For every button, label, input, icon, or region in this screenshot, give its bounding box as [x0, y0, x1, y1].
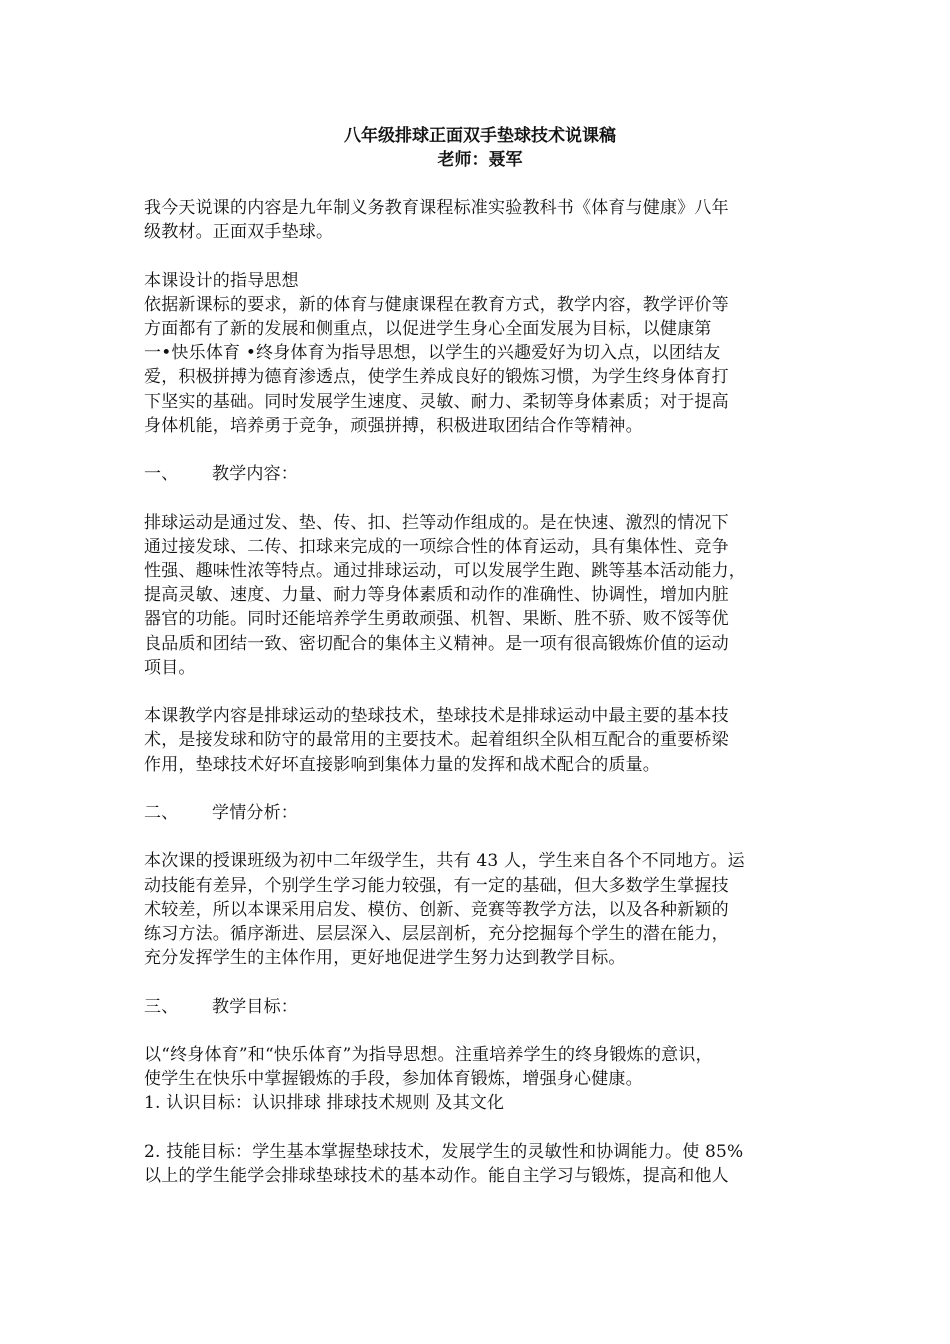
content-line: 作用，垫球技术好坏直接影响到集体力量的发挥和战术配合的质量。	[144, 754, 660, 775]
content-line: 提高灵敏、速度、力量、耐力等身体素质和动作的准确性、协调性，增加内脏	[144, 585, 729, 606]
section-heading-analysis	[144, 801, 816, 825]
section-title: 教学内容：	[212, 464, 298, 485]
analysis-line: 动技能有差异，个别学生学习能力较强，有一定的基础，但大多数学生掌握技	[144, 875, 729, 896]
paragraph-gap	[144, 777, 816, 801]
section-heading-content	[144, 462, 816, 486]
guiding-line: 一•快乐体育 •终身体育为指导思想，以学生的兴趣爱好为切入点，以团结友	[144, 343, 721, 364]
section-title: 教学目标：	[212, 996, 298, 1017]
guiding-line: 依据新课标的要求，新的体育与健康课程在教育方式，教学内容，教学评价等	[144, 294, 729, 315]
goals-line: 以“终身体育”和“快乐体育”为指导思想。注重培养学生的终身锻炼的意识，	[144, 1044, 713, 1065]
goals-line: 使学生在快乐中掌握锻炼的手段，参加体育锻炼，增强身心健康。	[144, 1069, 643, 1090]
content-line: 项目。	[144, 657, 196, 678]
guiding-line: 下坚实的基础。同时发展学生速度、灵敏、耐力、柔韧等身体素质；对于提高	[144, 391, 729, 412]
paragraph-gap	[144, 825, 816, 849]
guiding-line: 身体机能，培养勇于竞争，顽强拼搏，积极进取团结合作等精神。	[144, 415, 643, 436]
paragraph-gap	[144, 438, 816, 462]
document-author: 老师：聂军	[437, 150, 523, 170]
goals-line: 以上的学生能学会排球垫球技术的基本动作。能自主学习与锻炼，提高和他人	[144, 1165, 729, 1186]
section-number: 三、	[144, 996, 179, 1017]
guiding-line: 爱，积极拼搏为德育渗透点，使学生养成良好的锻炼习惯，为学生终身体育打	[144, 367, 729, 388]
goals-line: 2. 技能目标：学生基本掌握垫球技术，发展学生的灵敏性和协调能力。使 85%	[144, 1141, 744, 1162]
guiding-line: 方面都有了新的发展和侧重点，以促进学生身心全面发展为目标，以健康第	[144, 319, 712, 339]
content-line: 排球运动是通过发、垫、传、扣、拦等动作组成的。是在快速、激烈的情况下	[144, 512, 729, 533]
document-title: 八年级排球正面双手垫球技术说课稿	[344, 126, 616, 146]
paragraph-gap	[144, 1019, 816, 1043]
analysis-line: 练习方法。循序渐进、层层深入、层层剖析，充分挖掘每个学生的潜在能力，	[144, 924, 729, 944]
content-line: 本课教学内容是排球运动的垫球技术，垫球技术是排球运动中最主要的基本技	[144, 706, 729, 727]
content-line: 性强、趣味性浓等特点。通过排球运动，可以发展学生跑、跳等基本活动能力，	[144, 561, 746, 581]
analysis-line: 充分发挥学生的主体作用，更好地促进学生努力达到教学目标。	[144, 948, 626, 969]
goals-line: 1. 认识目标：认识排球 排球技术规则 及其文化	[144, 1093, 505, 1114]
paragraph-gap	[144, 680, 816, 704]
paragraph-gap	[144, 970, 816, 994]
paragraph-gap	[144, 1116, 816, 1140]
content-line: 良品质和团结一致、密切配合的集体主义精神。是一项有很高锻炼价值的运动	[144, 633, 729, 654]
content-line: 通过接发球、二传、扣球来完成的一项综合性的体育运动，具有集体性、竞争	[144, 536, 729, 557]
intro-line: 级教材。正面双手垫球。	[144, 222, 334, 243]
section-title: 学情分析：	[212, 803, 298, 823]
paragraph-gap	[144, 244, 816, 268]
content-line: 术，是接发球和防守的最常用的主要技术。起着组织全队相互配合的重要桥梁	[144, 730, 729, 751]
section-number: 二、	[144, 803, 179, 823]
section-number: 一、	[144, 464, 179, 485]
guiding-heading: 本课设计的指导思想	[144, 270, 299, 291]
intro-line: 我今天说课的内容是九年制义务教育课程标准实验教科书《体育与健康》八年	[144, 198, 729, 218]
analysis-line: 术较差，所以本课采用启发、模仿、创新、竞赛等教学方法，以及各种新颖的	[144, 899, 729, 920]
section-heading-goals	[144, 995, 816, 1019]
paragraph-gap	[144, 486, 816, 510]
document-page	[144, 124, 816, 1188]
content-line: 器官的功能。同时还能培养学生勇敢顽强、机智、果断、胜不骄、败不馁等优	[144, 609, 729, 630]
analysis-line: 本次课的授课班级为初中二年级学生，共有 43 人，学生来自各个不同地方。运	[144, 851, 745, 872]
